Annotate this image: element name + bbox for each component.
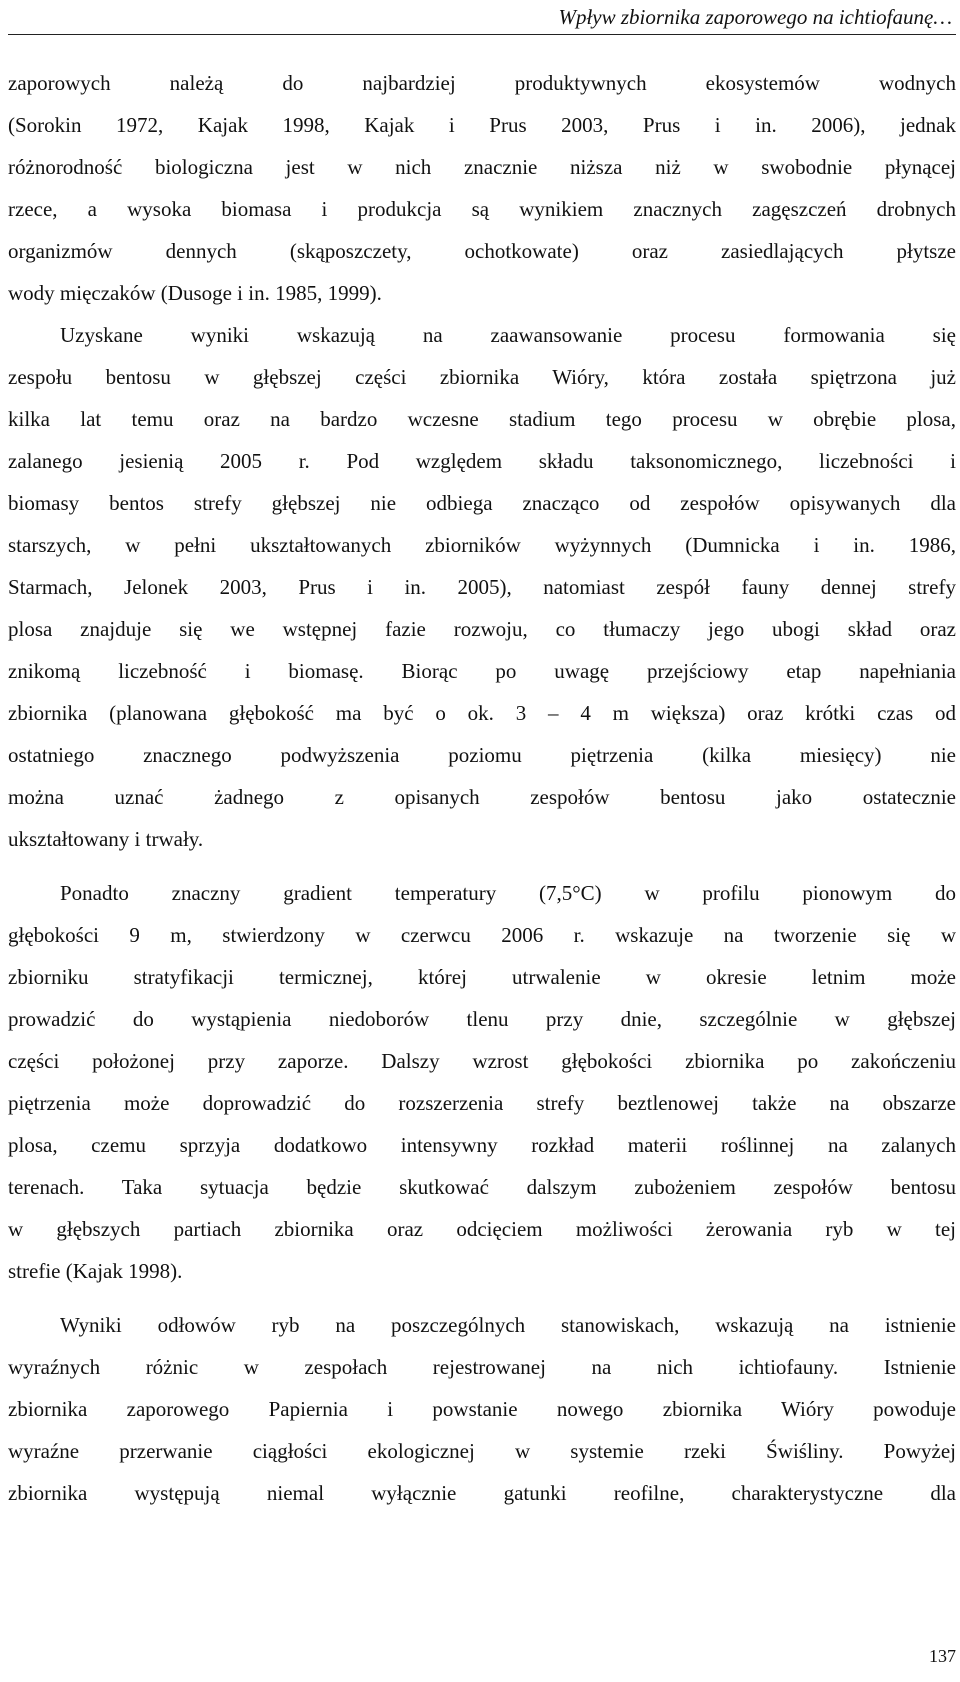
text-line: starszych, w pełni ukształtowanych zbiorników wyżynnych (Dumnicka i in. 1986, — [8, 533, 956, 557]
text-line: zaporowych należą do najbardziej produktywnych ekosystemów wodnych — [8, 71, 956, 95]
text-line: głębokości 9 m, stwierdzony w czerwcu 2006 r. wskazuje na tworzenie się w — [8, 923, 956, 947]
text-line: rzece, a wysoka biomasa i produkcja są wynikiem znacznych zagęszczeń drobnych — [8, 197, 956, 221]
text-line: plosa znajduje się we wstępnej fazie rozwoju, co tłumaczy jego ubogi skład oraz — [8, 617, 956, 641]
text-line: wyraźne przerwanie ciągłości ekologicznej w systemie rzeki Świśliny. Powyżej — [8, 1439, 956, 1463]
running-header: Wpływ zbiornika zaporowego na ichtiofaunę… — [558, 5, 952, 29]
text-line: różnorodność biologiczna jest w nich znacznie niższa niż w swobodnie płynącej — [8, 155, 956, 179]
text-line: Starmach, Jelonek 2003, Prus i in. 2005), natomiast zespół fauny dennej strefy — [8, 575, 956, 599]
text-line: wyraźnych różnic w zespołach rejestrowanej na nich ichtiofauny. Istnienie — [8, 1355, 956, 1379]
text-line: części położonej przy zaporze. Dalszy wzrost głębokości zbiornika po zakończeniu — [8, 1049, 956, 1073]
text-line: plosa, czemu sprzyja dodatkowo intensywny rozkład materii roślinnej na zalanych — [8, 1133, 956, 1157]
text-line: terenach. Taka sytuacja będzie skutkować dalszym zubożeniem zespołów bentosu — [8, 1175, 956, 1199]
text-line: strefie (Kajak 1998). — [8, 1259, 183, 1283]
text-line: (Sorokin 1972, Kajak 1998, Kajak i Prus 2003, Prus i in. 2006), jednak — [8, 113, 956, 137]
text-line: ukształtowany i trwały. — [8, 827, 204, 851]
text-line: zbiornika (planowana głębokość ma być o ok. 3 – 4 m większa) oraz krótki czas od — [8, 701, 956, 725]
text-line: zespołu bentosu w głębszej części zbiornika Wióry, która została spiętrzona już — [8, 365, 956, 389]
text-line: znikomą liczebność i biomasę. Biorąc po uwagę przejściowy etap napełniania — [8, 659, 956, 683]
body-text — [8, 62, 956, 1514]
text-line: organizmów dennych (skąposzczety, ochotkowate) oraz zasiedlających płytsze — [8, 239, 956, 263]
text-line: Ponadto znaczny gradient temperatury (7,5°C) w profilu pionowym do — [60, 881, 956, 905]
text-line: można uznać żadnego z opisanych zespołów bentosu jako ostatecznie — [8, 785, 956, 809]
text-line: biomasy bentos strefy głębszej nie odbiega znacząco od zespołów opisywanych dla — [8, 491, 956, 515]
page-number: 137 — [929, 1646, 956, 1666]
text-line: Wyniki odłowów ryb na poszczególnych stanowiskach, wskazują na istnienie — [60, 1313, 956, 1337]
header-rule — [8, 34, 956, 35]
text-line: ostatniego znacznego podwyższenia poziomu piętrzenia (kilka miesięcy) nie — [8, 743, 956, 767]
text-line: kilka lat temu oraz na bardzo wczesne stadium tego procesu w obrębie plosa, — [8, 407, 956, 431]
text-line: piętrzenia może doprowadzić do rozszerzenia strefy beztlenowej także na obszarze — [8, 1091, 956, 1115]
text-line: w głębszych partiach zbiornika oraz odcięciem możliwości żerowania ryb w tej — [8, 1217, 956, 1241]
text-line: wody mięczaków (Dusoge i in. 1985, 1999). — [8, 281, 382, 305]
text-line: zbiornika zaporowego Papiernia i powstanie nowego zbiornika Wióry powoduje — [8, 1397, 956, 1421]
text-line: Uzyskane wyniki wskazują na zaawansowanie procesu formowania się — [60, 323, 956, 347]
text-line: zbiorniku stratyfikacji termicznej, której utrwalenie w okresie letnim może — [8, 965, 956, 989]
text-line: prowadzić do wystąpienia niedoborów tlenu przy dnie, szczególnie w głębszej — [8, 1007, 956, 1031]
text-line: zalanego jesienią 2005 r. Pod względem składu taksonomicznego, liczebności i — [8, 449, 956, 473]
text-line: zbiornika występują niemal wyłącznie gatunki reofilne, charakterystyczne dla — [8, 1481, 956, 1505]
